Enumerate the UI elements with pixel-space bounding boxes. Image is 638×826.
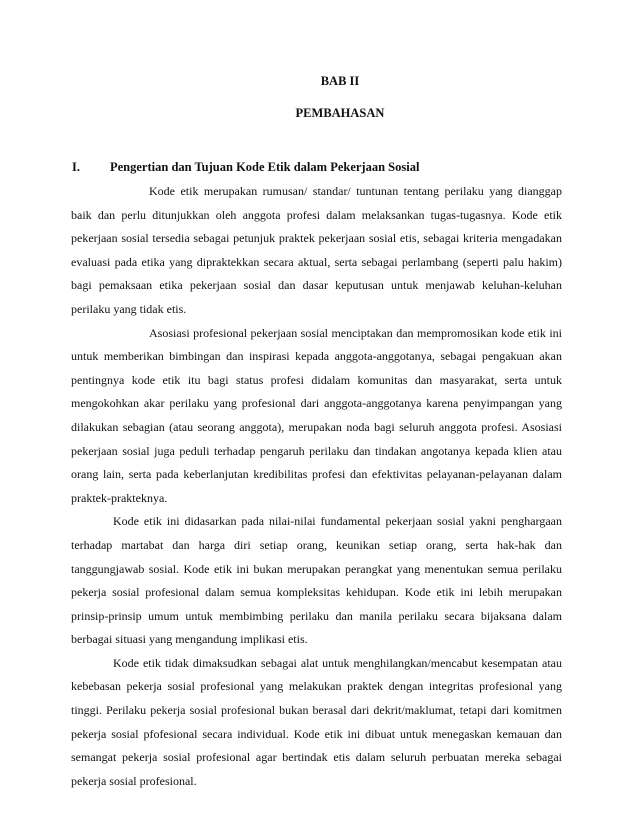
paragraph-4: Kode etik tidak dimaksudkan sebagai alat untuk menghilangkan/mencabut kesempatan atau kebebasan pekerja sosial profesional yang melakukan praktek dengan integritas profesional yang tinggi. Perilaku pekerja sosial profesional bukan berasal dari dekrit/maklumat, tetapi dari komitmen pekerja sosial pfofesional secara individual. Kode etik ini dibuat untuk menegaskan kemauan dan semangat pekerja sosial profesional agar bertindak etis dalam seluruh perbuatan mereka sebagai pekerja sosial profesional.: [71, 655, 562, 788]
chapter-title: PEMBAHASAN: [295, 106, 385, 120]
chapter-heading: BAB II: [320, 74, 360, 88]
paragraph-2: Asosiasi profesional pekerjaan sosial menciptakan dan mempromosikan kode etik ini untuk memberikan bimbingan dan inspirasi kepada anggota-anggotanya, sebagai pengakuan akan pentingnya kode etik itu bagi status profesi didalam komunitas dan masyarakat, serta untuk mengokohkan akar perilaku yang profesional dari anggota-anggotanya karena penyimpangan yang dilakukan sebagian (atau seorang anggota), merupakan noda bagi seluruh anggota profesi. Asosiasi pekerjaan sosial juga peduli terhadap pengaruh perilaku dan tindakan angotanya kepada klien atau orang lain, serta pada keberlanjutan kredibilitas profesi dan efektivitas pelayanan-pelayanan dalam praktek-prakteknya.: [71, 325, 562, 505]
body-text: [71, 180, 562, 793]
section-number: I.: [72, 160, 80, 174]
paragraph-3: Kode etik ini didasarkan pada nilai-nilai fundamental pekerjaan sosial yakni penghargaan terhadap martabat dan harga diri setiap orang, keunikan setiap orang, serta hak-hak dan tanggungjawab sosial. Kode etik ini bukan merupakan perangkat yang menentukan semua perilaku pekerja sosial profesional dalam semua kompleksitas kehidupan. Kode etik ini lebih merupakan prinsip-prinsip umum untuk membimbing perilaku dan manila perilaku secara bijaksana dalam berbagai situasi yang mengandung implikasi etis.: [71, 514, 562, 647]
section-title: Pengertian dan Tujuan Kode Etik dalam Pekerjaan Sosial: [110, 160, 420, 174]
paragraph-1: Kode etik merupakan rumusan/ standar/ tuntunan tentang perilaku yang dianggap baik dan perlu ditunjukkan oleh anggota profesi dalam melaksankan tugas-tugasnya. Kode etik pekerjaan sosial tersedia sebagai petunjuk praktek pekerjaan sosial etis, sebagai kriteria mengadakan evaluasi pada etika yang dipraktekkan secara aktual, serta sebagai perlambang (seperti palu hakim) bagi pemaksaan etika pekerjaan sosial dan dasar keputusan untuk menjawab keluhan-keluhan perilaku yang tidak etis.: [71, 184, 562, 316]
